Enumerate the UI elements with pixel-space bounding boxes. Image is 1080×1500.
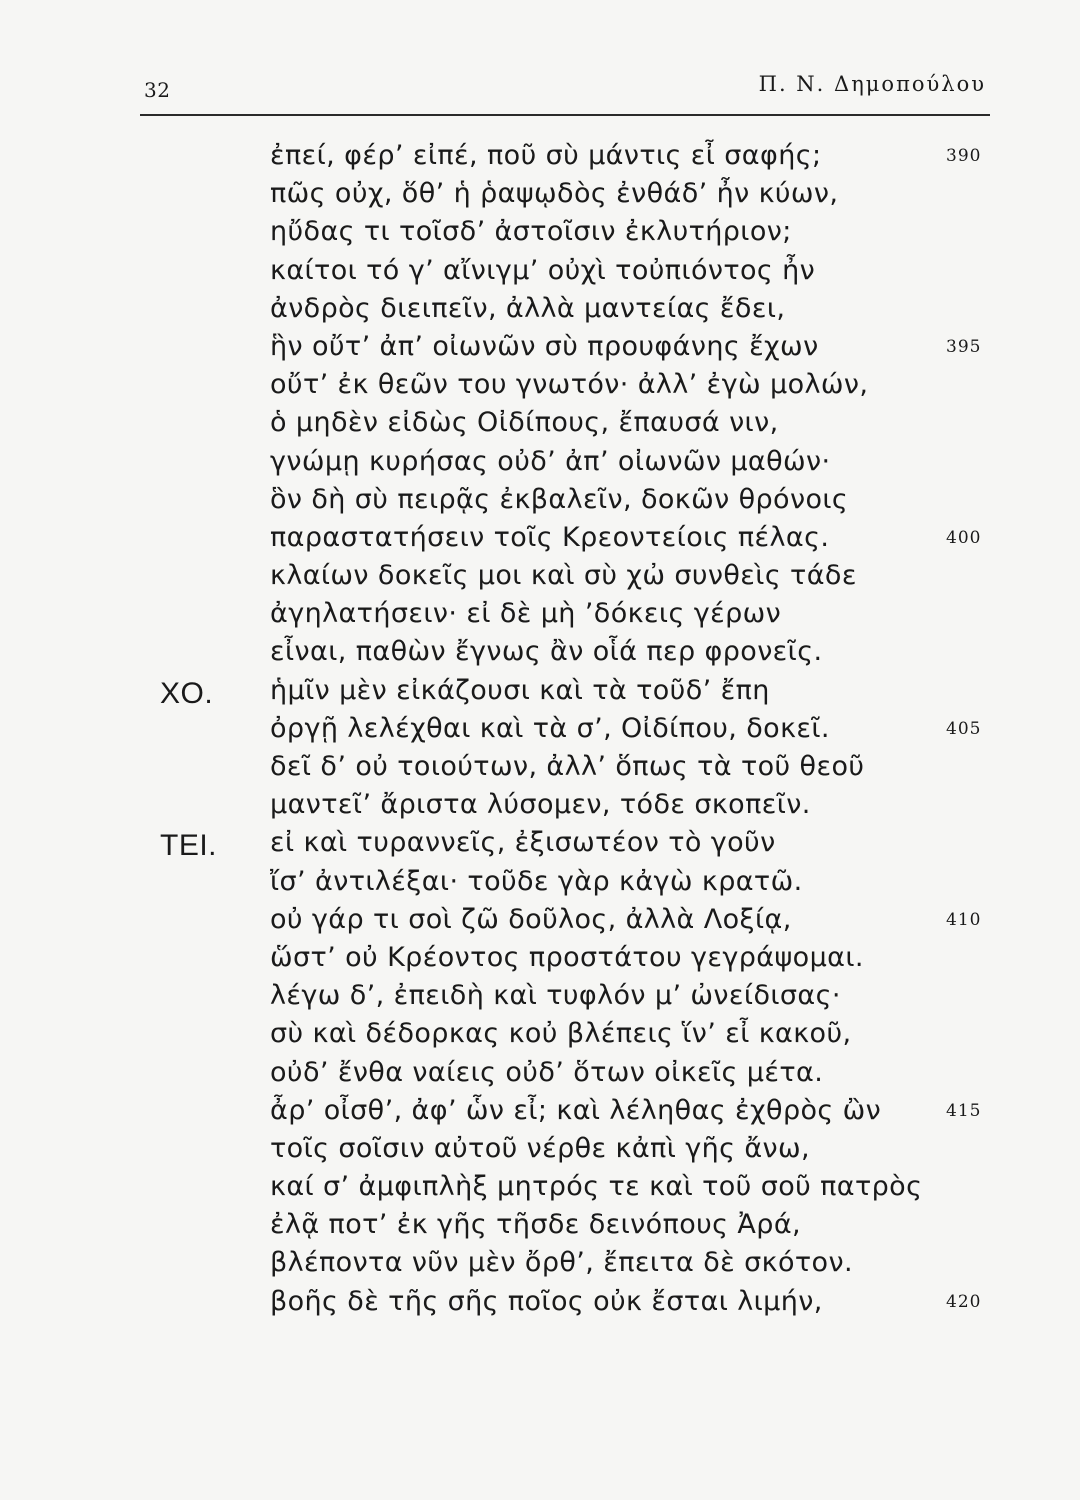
verse-text: μαντεῖ’ ἄριστα λύσομεν, τόδε σκοπεῖν. <box>270 789 811 821</box>
verse-line <box>0 255 1080 293</box>
line-number: 415 <box>946 1100 982 1121</box>
verse-line <box>0 293 1080 331</box>
verse-text: ἀγηλατήσειν· εἰ δὲ μὴ ’δόκεις γέρων <box>270 598 782 630</box>
verse-text: λέγω δ’, ἐπειδὴ καὶ τυφλόν μ’ ὠνείδισας· <box>270 980 841 1012</box>
line-number: 405 <box>946 718 982 739</box>
verse-line <box>0 1095 1080 1133</box>
page-header <box>140 68 990 110</box>
verse-line <box>0 484 1080 522</box>
verse-text: εἰ καὶ τυραννεῖς, ἐξισωτέον τὸ γοῦν <box>270 827 776 859</box>
verse-text: γνώμῃ κυρήσας οὐδ’ ἀπ’ οἰωνῶν μαθών· <box>270 445 831 477</box>
verse-line <box>0 751 1080 789</box>
line-number: 420 <box>946 1291 982 1312</box>
verse-text: ὃν δὴ σὺ πειρᾷς ἐκβαλεῖν, δοκῶν θρόνοις <box>270 483 849 515</box>
verse-line <box>0 1247 1080 1285</box>
verse-line <box>0 827 1080 865</box>
verse-line <box>0 866 1080 904</box>
verse-line <box>0 675 1080 713</box>
verse-line <box>0 713 1080 751</box>
verse-line <box>0 1286 1080 1324</box>
verse-text: ἆρ’ οἶσθ’, ἀφ’ ὧν εἶ; καὶ λέληθας ἐχθρὸς ὢν <box>270 1094 882 1126</box>
verse-text: οὐδ’ ἔνθα ναίεις οὐδ’ ὅτων οἰκεῖς μέτα. <box>270 1056 824 1088</box>
verse-line <box>0 1057 1080 1095</box>
verse-text: ὀργῇ λελέχθαι καὶ τὰ σ’, Οἰδίπου, δοκεῖ. <box>270 712 830 744</box>
line-number: 390 <box>946 146 982 166</box>
verse-line <box>0 942 1080 980</box>
verse-line <box>0 140 1080 178</box>
verse-line <box>0 331 1080 369</box>
verse-text: οὐ γάρ τι σοὶ ζῶ δοῦλος, ἀλλὰ Λοξίᾳ, <box>270 903 792 935</box>
verse-text: παραστατήσειν τοῖς Κρεοντείοις πέλας. <box>270 521 830 553</box>
verse-text: βλέποντα νῦν μὲν ὄρθ’, ἔπειτα δὲ σκότον. <box>270 1247 853 1279</box>
verse-text: ἡμῖν μὲν εἰκάζουσι καὶ τὰ τοῦδ’ ἔπη <box>270 674 770 706</box>
verse-text: ἣν οὔτ’ ἀπ’ οἰωνῶν σὺ προυφάνης ἔχων <box>270 330 819 362</box>
verse-text: ὥστ’ οὐ Κρέοντος προστάτου γεγράψομαι. <box>270 941 864 973</box>
verse-line <box>0 1171 1080 1209</box>
verse-text: σὺ καὶ δέδορκας κοὐ βλέπεις ἵν’ εἶ κακοῦ, <box>270 1018 852 1050</box>
verse-text: ἴσ’ ἀντιλέξαι· τοῦδε γὰρ κἀγὼ κρατῶ. <box>270 865 803 897</box>
verse-line <box>0 904 1080 942</box>
verse-text: δεῖ δ’ οὐ τοιούτων, ἀλλ’ ὅπως τὰ τοῦ θεοῦ <box>270 751 865 782</box>
verse-text: βοῆς δὲ τῆς σῆς ποῖος οὐκ ἔσται λιμήν, <box>270 1285 823 1317</box>
verse-line <box>0 407 1080 445</box>
verse-text: κλαίων δοκεῖς μοι καὶ σὺ χὠ συνθεὶς τάδε <box>270 560 857 592</box>
verse-line <box>0 1133 1080 1171</box>
verse-text: ὁ μηδὲν εἰδὼς Οἰδίπους, ἔπαυσά νιν, <box>270 407 779 439</box>
verse-line <box>0 369 1080 407</box>
verse-text: οὔτ’ ἐκ θεῶν του γνωτόν· ἀλλ’ ἐγὼ μολών, <box>270 369 869 401</box>
verse-text: ηὔδας τι τοῖσδ’ ἀστοῖσιν ἐκλυτήριον; <box>270 216 792 248</box>
verse-line <box>0 980 1080 1018</box>
verse-text-block <box>0 140 1080 1324</box>
verse-text: καί σ’ ἀμφιπλὴξ μητρός τε καὶ τοῦ σοῦ πατρὸς <box>270 1171 923 1203</box>
page-number: 32 <box>144 78 171 102</box>
verse-line <box>0 1018 1080 1056</box>
line-number: 410 <box>946 909 982 930</box>
verse-line <box>0 1209 1080 1247</box>
verse-text: εἶναι, παθὼν ἔγνως ἂν οἷά περ φρονεῖς. <box>270 636 823 668</box>
verse-text: ἀνδρὸς διειπεῖν, ἀλλὰ μαντείας ἔδει, <box>270 292 786 324</box>
verse-text: πῶς οὐχ, ὅθ’ ἡ ῥαψῳδὸς ἐνθάδ’ ἦν κύων, <box>270 178 839 210</box>
verse-line <box>0 522 1080 560</box>
verse-line <box>0 636 1080 674</box>
verse-text: τοῖς σοῖσιν αὐτοῦ νέρθε κἀπὶ γῆς ἄνω, <box>270 1132 811 1164</box>
verse-text: καίτοι τό γ’ αἴνιγμ’ οὐχὶ τοὐπιόντος ἦν <box>270 254 816 286</box>
running-head: Π. Ν. Δημοπούλου <box>758 72 986 96</box>
line-number: 395 <box>946 336 982 357</box>
verse-line <box>0 789 1080 827</box>
header-rule <box>140 114 990 116</box>
verse-line <box>0 598 1080 636</box>
verse-text: ἐλᾷ ποτ’ ἐκ γῆς τῆσδε δεινόπους Ἀρά, <box>270 1209 801 1241</box>
verse-line <box>0 446 1080 484</box>
line-number: 400 <box>946 527 982 548</box>
speaker-label: ΧΟ. <box>160 676 214 710</box>
speaker-label: ΤΕΙ. <box>160 829 218 863</box>
verse-line <box>0 178 1080 216</box>
verse-line <box>0 216 1080 254</box>
verse-line <box>0 560 1080 598</box>
verse-text: ἐπεί, φέρ’ εἰπέ, ποῦ σὺ μάντις εἶ σαφής; <box>270 140 822 171</box>
